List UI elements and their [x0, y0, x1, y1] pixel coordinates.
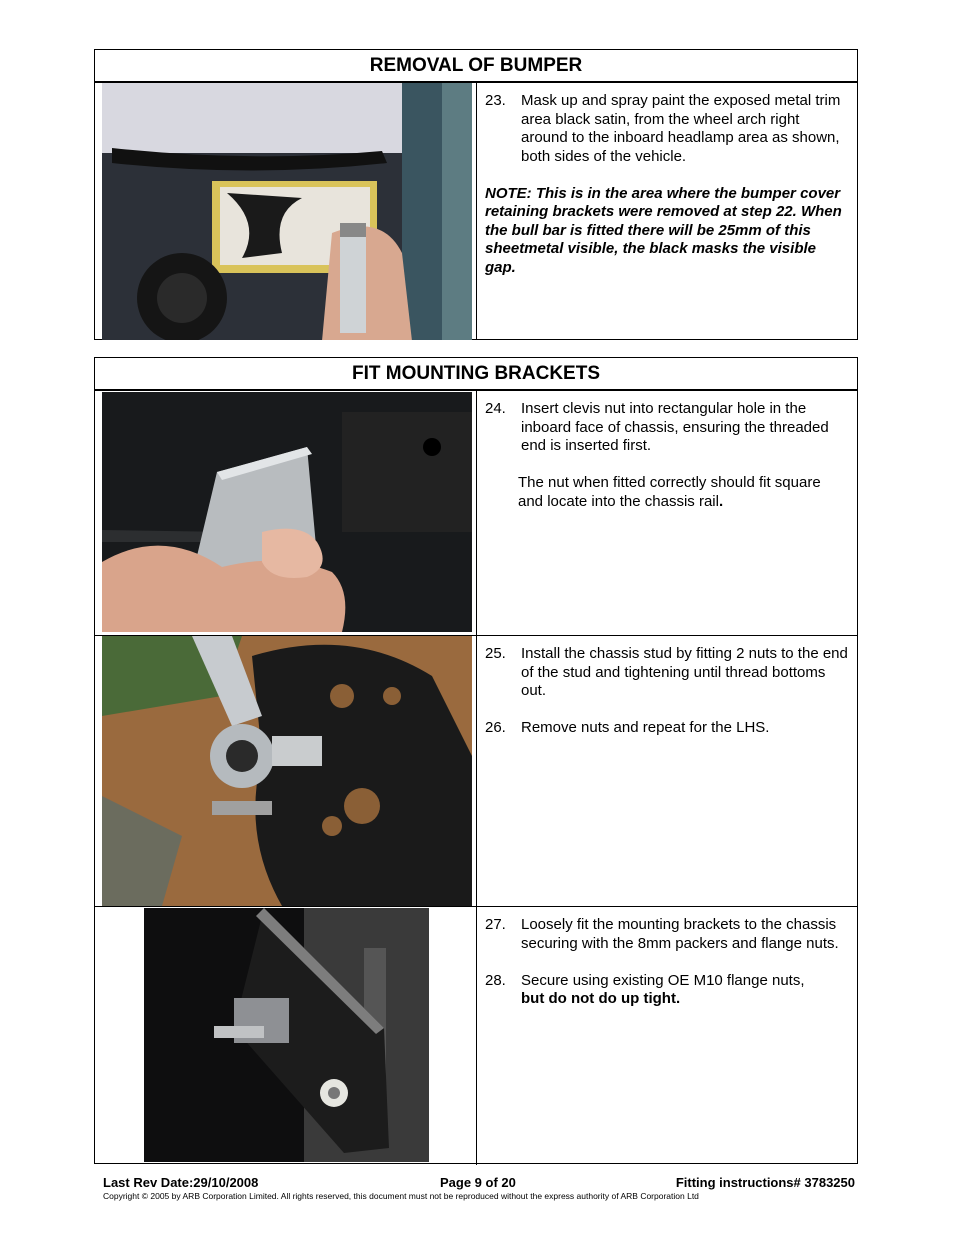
copyright: Copyright © 2005 by ARB Corporation Limited. All rights reserved, this document must not be reproduced without the express authority of ARB Corporation Ltd	[103, 1191, 699, 1201]
step-25	[485, 645, 849, 701]
photo-mounting-bracket	[95, 907, 477, 1165]
step-number: 27.	[485, 916, 506, 933]
removal-section	[94, 49, 858, 340]
step-24-remark: The nut when fitted correctly should fit square and locate into the chassis rail.	[518, 474, 821, 510]
step-text: Insert clevis nut into rectangular hole in the inboard face of chassis, ensuring the threaded end is inserted first.	[521, 400, 829, 454]
step-number: 25.	[485, 645, 506, 662]
step-28	[485, 972, 849, 1009]
mounting-section	[94, 357, 858, 1164]
step-text: Loosely fit the mounting brackets to the chassis securing with the 8mm packers and flange nuts.	[521, 916, 839, 952]
step-text: Install the chassis stud by fitting 2 nuts to the end of the stud and tightening until thread bottoms out.	[521, 645, 848, 699]
page-number: Page 9 of 20	[440, 1175, 516, 1190]
step-number: 26.	[485, 719, 506, 736]
step-text: Secure using existing OE M10 flange nuts, but do not do up tight.	[521, 971, 805, 1007]
step-number: 28.	[485, 971, 506, 989]
fitting-instructions-number: Fitting instructions# 3783250	[675, 1175, 855, 1190]
photo-clevis-nut	[95, 391, 477, 635]
step-24	[485, 400, 849, 456]
step-number: 24.	[485, 400, 506, 417]
rev-date: Last Rev Date:29/10/2008	[103, 1175, 259, 1190]
step-note: NOTE: This is in the area where the bumper cover retaining brackets were removed at step 22. When the bull bar is fitted there will be 25mm of this sheetmetal visible, the black masks the visible gap.	[485, 184, 842, 276]
step-27	[485, 916, 849, 953]
section-title-mounting: FIT MOUNTING BRACKETS	[95, 358, 857, 390]
photo-spray-paint	[95, 83, 477, 340]
page-footer	[103, 1175, 855, 1202]
section-title-removal: REMOVAL OF BUMPER	[95, 50, 857, 82]
step-23	[485, 92, 849, 166]
step-number: 23.	[485, 92, 506, 109]
photo-chassis-stud	[95, 636, 477, 906]
step-26	[485, 719, 849, 738]
step-text: Remove nuts and repeat for the LHS.	[521, 719, 770, 736]
step-text: Mask up and spray paint the exposed metal trim area black satin, from the wheel arch right around to the inboard headlamp area as shown, both sides of the vehicle.	[521, 92, 841, 165]
